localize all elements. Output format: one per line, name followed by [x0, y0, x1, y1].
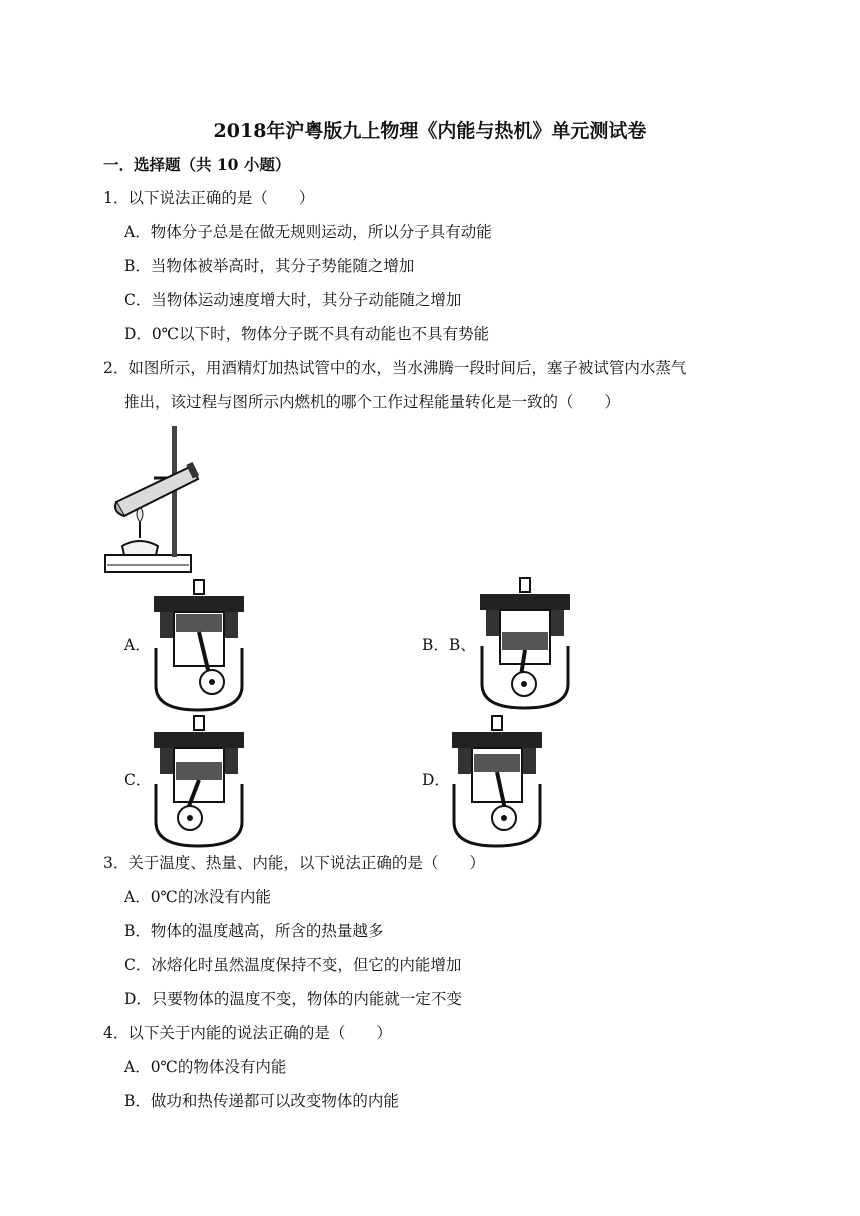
question-1-option-d: D．0℃以下时，物体分子既不具有动能也不具有势能 — [124, 325, 490, 343]
question-4-option-b: B．做功和热传递都可以改变物体的内能 — [124, 1092, 399, 1110]
page-title: 2018年沪粤版九上物理《内能与热机》单元测试卷 — [213, 120, 647, 142]
engine-diagram-b — [476, 576, 574, 710]
question-4-option-a: A．0℃的物体没有内能 — [124, 1058, 287, 1076]
question-3-stem: 3．关于温度、热量、内能，以下说法正确的是（ ） — [103, 854, 485, 872]
question-1-option-a: A．物体分子总是在做无规则运动，所以分子具有动能 — [124, 223, 492, 241]
engine-diagram-a — [150, 578, 248, 712]
section-heading: 一．选择题（共 10 小题） — [103, 155, 291, 174]
question-3-option-d: D．只要物体的温度不变，物体的内能就一定不变 — [124, 990, 462, 1008]
question-1-option-c: C．当物体运动速度增大时，其分子动能随之增加 — [124, 291, 462, 309]
engine-diagram-c — [150, 714, 248, 848]
question-2-option-c: C． — [124, 771, 152, 789]
question-2-option-a: A． — [124, 636, 151, 654]
question-1-stem: 1．以下说法正确的是（ ） — [103, 189, 315, 207]
alcohol-lamp-apparatus-figure — [100, 418, 200, 580]
question-3-option-c: C．冰熔化时虽然温度保持不变，但它的内能增加 — [124, 956, 462, 974]
question-2-option-d: D． — [422, 771, 450, 789]
question-3-option-a: A．0℃的冰没有内能 — [124, 888, 271, 906]
question-1-option-b: B．当物体被举高时，其分子势能随之增加 — [124, 257, 415, 275]
question-4-stem: 4．以下关于内能的说法正确的是（ ） — [103, 1024, 392, 1042]
question-2-stem: 2．如图所示，用酒精灯加热试管中的水，当水沸腾一段时间后，塞子被试管内水蒸气 — [103, 359, 687, 377]
question-2-stem-continued: 推出，该过程与图所示内燃机的哪个工作过程能量转化是一致的（ ） — [124, 393, 621, 411]
engine-diagram-d — [448, 714, 546, 848]
question-2-option-b: B．B、 — [422, 636, 476, 654]
question-3-option-b: B．物体的温度越高，所含的热量越多 — [124, 922, 384, 940]
